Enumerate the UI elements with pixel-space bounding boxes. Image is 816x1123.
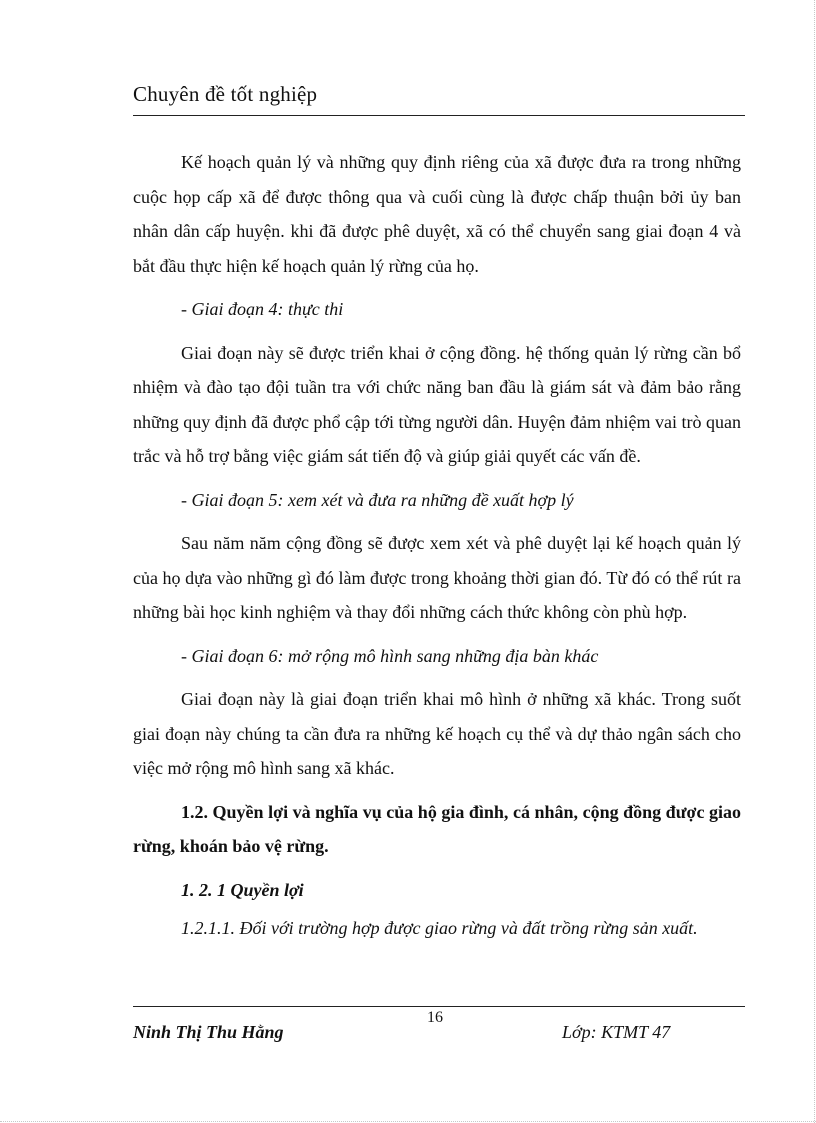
stage-5-heading: - Giai đoạn 5: xem xét và đưa ra những đề xuất hợp lý xyxy=(181,489,574,510)
paragraph-plan-approval: Kế hoạch quản lý và những quy định riêng của xã được đưa ra trong những cuộc họp cấp xã để được thông qua và cuối cùng là được chấp thuận bởi ủy ban nhân dân cấp huyện. khi đã được phê duyệt, xã có thể chuyển sang giai đoạn 4 và bắt đầu thực hiện kế hoạch quản lý rừng của họ. xyxy=(133,152,741,276)
paragraph-stage-5: Sau năm năm cộng đồng sẽ được xem xét và phê duyệt lại kế hoạch quản lý của họ dựa vào những gì đó làm được trong khoảng thời gian đó. Từ đó có thể rút ra những bài học kinh nghiệm và thay đổi những cách thức không còn phù hợp. xyxy=(133,533,741,622)
footer-divider xyxy=(133,1006,745,1007)
footer-author: Ninh Thị Thu Hằng xyxy=(133,1022,284,1042)
section-heading-1-2: 1.2. Quyền lợi và nghĩa vụ của hộ gia đình, cá nhân, cộng đồng được giao rừng, khoán bảo vệ rừng. xyxy=(133,801,741,856)
header-divider xyxy=(133,115,745,116)
section-heading-1-2-1: 1. 2. 1 Quyền lợi xyxy=(181,879,304,900)
page-edge-right xyxy=(814,0,815,1123)
page-header-title: Chuyên đề tốt nghiệp xyxy=(133,82,318,106)
paragraph-stage-4: Giai đoạn này sẽ được triển khai ở cộng đồng. hệ thống quản lý rừng cần bổ nhiệm và đào tạo đội tuần tra với chức năng ban đầu là giám sát và đảm bảo rằng những quy định đã được phổ cập tới từng người dân. Huyện đảm nhiệm vai trò quan trắc và hỗ trợ bằng việc giám sát tiến độ và giúp giải quyết các vấn đề. xyxy=(133,342,741,466)
stage-4-heading: - Giai đoạn 4: thực thi xyxy=(181,299,344,319)
page-edge-bottom xyxy=(0,1121,816,1122)
stage-6-heading: - Giai đoạn 6: mở rộng mô hình sang những địa bàn khác xyxy=(181,645,599,666)
footer-class: Lớp: KTMT 47 xyxy=(562,1022,671,1042)
paragraph-stage-6: Giai đoạn này là giai đoạn triển khai mô hình ở những xã khác. Trong suốt giai đoạn này chúng ta cần đưa ra những kế hoạch cụ thể và dự thảo ngân sách cho việc mở rộng mô hình sang xã khác. xyxy=(133,689,741,778)
section-heading-1-2-1-1: 1.2.1.1. Đối với trường hợp được giao rừng và đất trồng rừng sản xuất. xyxy=(181,918,698,938)
page-number: 16 xyxy=(427,1009,443,1026)
document-body xyxy=(133,145,741,946)
